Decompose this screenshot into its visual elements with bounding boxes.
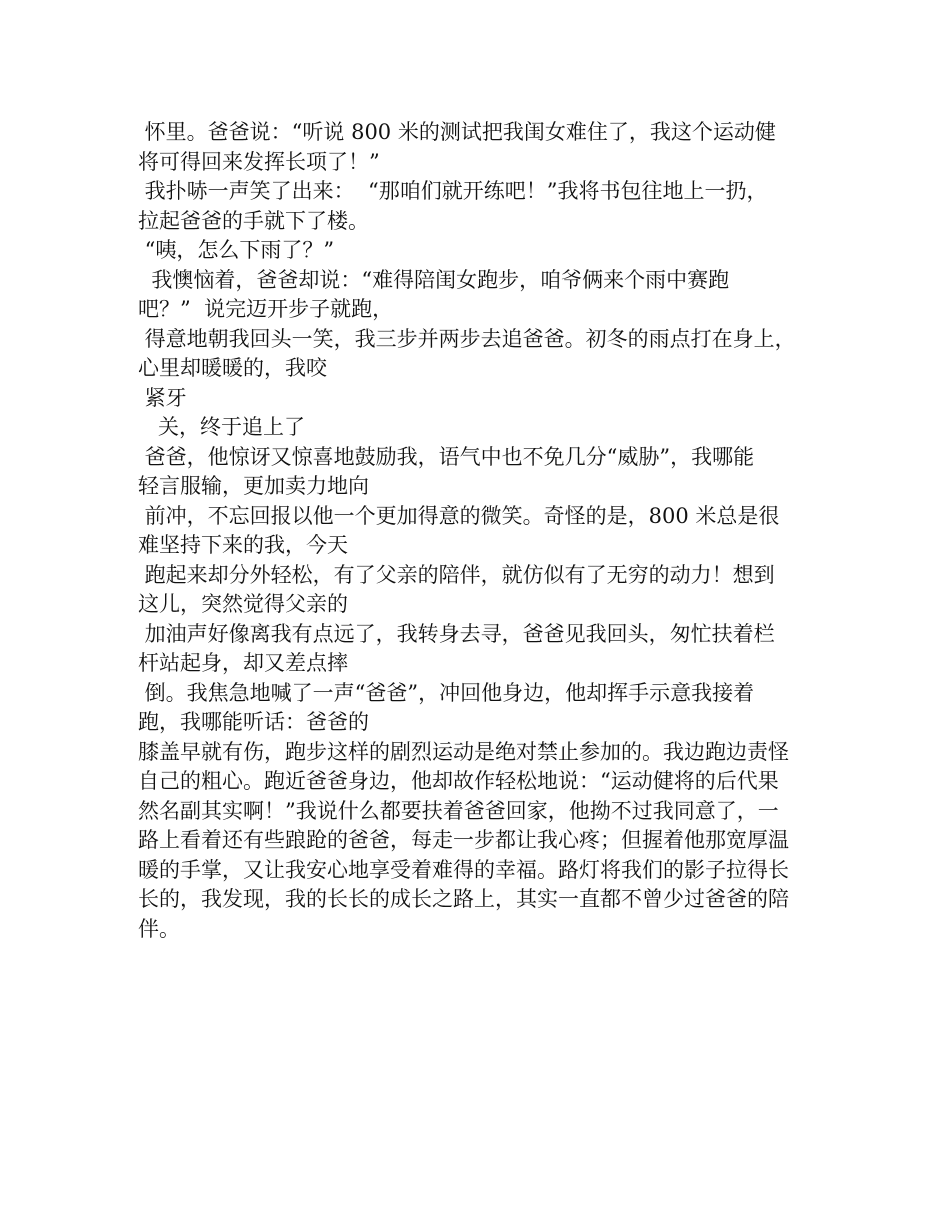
text-line: 暖的手掌，又让我安心地享受着难得的幸福。路灯将我们的影子拉得长 bbox=[138, 857, 789, 882]
text-line: 得意地朝我回头一笑，我三步并两步去追爸爸。初冬的雨点打在身上， bbox=[138, 326, 796, 351]
text-line: 爸爸，他惊讶又惊喜地鼓励我，语气中也不免几分“威胁”，我哪能 bbox=[138, 444, 755, 469]
text-line: 紧牙 bbox=[138, 385, 187, 410]
document-body bbox=[138, 118, 828, 944]
text-line: 轻言服输，更加卖力地向 bbox=[138, 474, 369, 498]
text-line: 加油声好像离我有点远了，我转身去寻，爸爸见我回头，匆忙扶着栏 bbox=[138, 621, 775, 646]
text-line: 心里却暖暖的，我咬 bbox=[138, 356, 327, 380]
text-line: 伴。 bbox=[138, 916, 180, 941]
text-line: 怀里。爸爸说：“听说 800 米的测试把我闺女难住了，我这个运动健 bbox=[138, 120, 776, 144]
text-line: 杆站起身，却又差点摔 bbox=[138, 651, 348, 675]
text-line: 我懊恼着，爸爸却说：“难得陪闺女跑步，咱爷俩来个雨中赛跑 bbox=[138, 267, 730, 292]
text-line: 路上看着还有些踉跄的爸爸，每走一步都让我心疼；但握着他那宽厚温 bbox=[138, 828, 789, 852]
text-line: 倒。我焦急地喊了一声“爸爸”，冲回他身边，他却挥手示意我接着 bbox=[138, 680, 755, 705]
text-line: 我扑哧一声笑了出来： “那咱们就开练吧！”我将书包往地上一扔， bbox=[138, 179, 768, 203]
text-line: 膝盖早就有伤，跑步这样的剧烈运动是绝对禁止参加的。我边跑边责怪 bbox=[138, 739, 789, 764]
text-line: 前冲，不忘回报以他一个更加得意的微笑。奇怪的是，800 米总是很 bbox=[138, 503, 780, 528]
text-line: 长的，我发现，我的长长的成长之路上，其实一直都不曾少过爸爸的陪 bbox=[138, 887, 789, 911]
text-line: 然名副其实啊！”我说什么都要扶着爸爸回家，他拗不过我同意了，一 bbox=[138, 798, 779, 823]
text-line: 跑起来却分外轻松，有了父亲的陪伴，就仿似有了无穷的动力！想到 bbox=[138, 562, 775, 587]
text-line: 自己的粗心。跑近爸爸身边，他却故作轻松地说：“运动健将的后代果 bbox=[138, 769, 779, 793]
text-line: 将可得回来发挥长项了！” bbox=[138, 149, 380, 174]
text-line: 难坚持下来的我，今天 bbox=[138, 533, 348, 557]
text-line: 这儿，突然觉得父亲的 bbox=[138, 592, 348, 616]
text-line: 关，终于追上了 bbox=[138, 415, 306, 439]
text-line: 拉起爸爸的手就下了楼。 bbox=[138, 208, 369, 233]
text-line: 吧？” 说完迈开步子就跑， bbox=[138, 297, 394, 321]
text-line: 跑，我哪能听话：爸爸的 bbox=[138, 710, 369, 734]
text-line: “咦，怎么下雨了？” bbox=[138, 238, 335, 262]
